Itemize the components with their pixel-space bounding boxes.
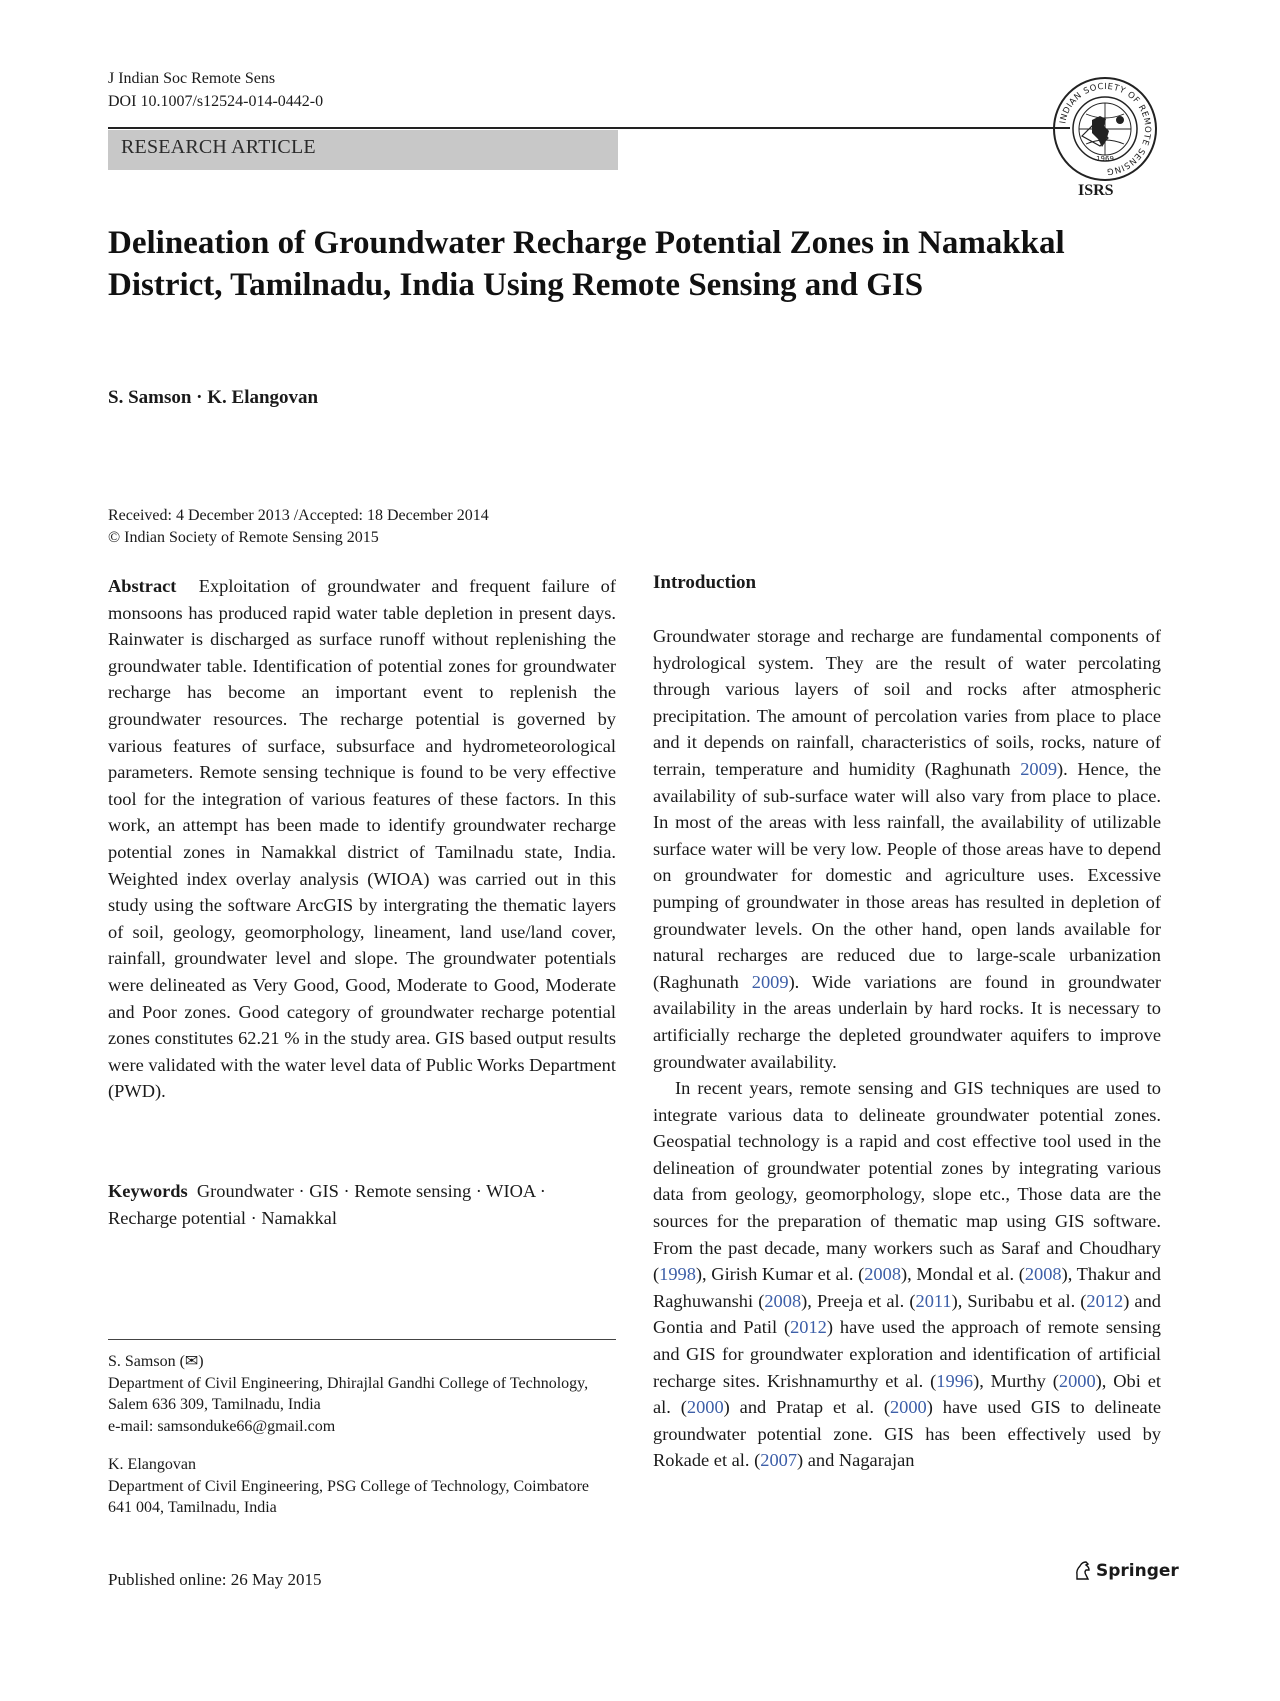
isrs-logo-label: ISRS xyxy=(1078,182,1114,199)
citation-link[interactable]: 2012 xyxy=(790,1317,827,1338)
isrs-seal-logo xyxy=(1052,76,1158,182)
abstract xyxy=(108,573,616,1105)
citation-link[interactable]: 2009 xyxy=(1020,758,1058,779)
svg-text:INDIAN SOCIETY OF REMOTE SENSI: INDIAN SOCIETY OF REMOTE SENSING xyxy=(1058,81,1153,177)
author-name: S. Samson (✉) xyxy=(108,1353,204,1370)
affiliation-rule xyxy=(108,1339,616,1340)
citation-link[interactable]: 2011 xyxy=(915,1290,952,1311)
citation-link[interactable]: 1996 xyxy=(936,1370,974,1391)
citation-link[interactable]: 2008 xyxy=(764,1290,802,1311)
publisher-name: Springer xyxy=(1096,1561,1179,1581)
introduction-paragraph-2: In recent years, remote sensing and GIS techniques are used to integrate various data to delineate groundwater potential zones. Geospatial technology is a rapid and cost effective tool used in the delineation of groundwater potential zones by integrating various data from geology, geomorphology, slope etc., Those data are the sources for the preparation of thematic map using GIS software. From the past decade, many workers such as Saraf and Choudhary (1998), Girish Kumar et al. (2008), Mondal et al. (2008), Thakur and Raghuwanshi (2008), Preeja et al. (2011), Suribabu et al. (2012) and Gontia and Patil (2012) have used the approach of remote sensing and GIS for groundwater exploration and identification of artificial recharge sites. Krishnamurthy et al. (1996), Murthy (2000), Obi et al. (2000) and Pratap et al. (2000) have used GIS to delineate groundwater potential zone. GIS has been effectively used by Rokade et al. (2007) and Nagarajan xyxy=(653,1078,1162,1471)
citation-link[interactable]: 2008 xyxy=(1024,1264,1062,1285)
affiliation-1 xyxy=(108,1351,616,1437)
citation-link[interactable]: 2000 xyxy=(1058,1370,1096,1391)
author-department: Department of Civil Engineering, PSG College of Technology, Coimbatore 641 004, Tamilnadu, India xyxy=(108,1477,590,1516)
authors: S. Samson · K. Elangovan xyxy=(108,387,319,408)
citation-link[interactable]: 2000 xyxy=(889,1397,927,1418)
header-rule xyxy=(108,127,1070,129)
citation-link[interactable]: 2000 xyxy=(686,1397,724,1418)
keywords-text: Groundwater · GIS · Remote sensing · WIOA · Recharge potential · Namakkal xyxy=(108,1181,546,1228)
published-online-date: Published online: 26 May 2015 xyxy=(108,1570,322,1589)
journal-name: J Indian Soc Remote Sens xyxy=(108,70,276,87)
citation-link[interactable]: 2012 xyxy=(1086,1290,1124,1311)
introduction-heading: Introduction xyxy=(653,572,757,593)
springer-logo xyxy=(1074,1560,1179,1581)
received-accepted-dates: Received: 4 December 2013 /Accepted: 18 December 2014 xyxy=(108,507,489,524)
author-email[interactable]: e-mail: samsonduke66@gmail.com xyxy=(108,1417,336,1435)
introduction-paragraph-1: Groundwater storage and recharge are fundamental components of hydrological system. They are the result of water percolating through various layers of soil and rocks after atmospheric precipitation. The amount of percolation varies from place to place and it depends on rainfall, characteristics of soils, rocks, nature of terrain, temperature and humidity (Raghunath 2009). Hence, the availability of sub-surface water will also vary from place to place. In most of the areas with less rainfall, the availability of utilizable surface water will be very low. People of those areas have to depend on groundwater for domestic and agriculture uses. Excessive pumping of groundwater in those areas has resulted in depletion of groundwater levels. On the other hand, open lands available for natural recharges are reduced due to large-scale urbanization (Raghunath 2009). Wide variations are found in groundwater availability in the areas underlain by hard rocks. It is necessary to artificially recharge the depleted groundwater aquifers to improve groundwater availability. xyxy=(653,626,1161,1072)
introduction-body xyxy=(653,623,1161,1474)
article-title: Delineation of Groundwater Recharge Potential Zones in Namakkal District, Tamilnadu, India Using Remote Sensing and GIS xyxy=(108,225,1065,303)
abstract-label: Abstract xyxy=(108,576,177,596)
author-department: Department of Civil Engineering, Dhirajlal Gandhi College of Technology, Salem 636 309, Tamilnadu, India xyxy=(108,1374,589,1413)
affiliation-2 xyxy=(108,1454,616,1519)
abstract-text: Exploitation of groundwater and frequent failure of monsoons has produced rapid water table depletion in present days. Rainwater is discharged as surface runoff without replenishing the groundwater table. Identification of potential zones for groundwater recharge has become an important event to replenish the groundwater resources. The recharge potential is governed by various features of surface, subsurface and hydrometeorological parameters. Remote sensing technique is found to be very effective tool for the integration of various features of these factors. In this work, an attempt has been made to identify groundwater recharge potential zones in Namakkal district of Tamilnadu state, India. Weighted index overlay analysis (WIOA) was carried out in this study using the software ArcGIS by intergrating the thematic layers of soil, geology, geomorphology, lineament, land use/land cover, rainfall, groundwater level and slope. The groundwater potentials were delineated as Very Good, Good, Moderate to Good, Moderate and Poor zones. Good category of groundwater recharge potential zones constitutes 62.21 % in the study area. GIS based output results were validated with the water level data of Public Works Department (PWD). xyxy=(108,576,616,1102)
author-name: K. Elangovan xyxy=(108,1456,196,1473)
citation-link[interactable]: 2007 xyxy=(760,1450,798,1471)
springer-knight-icon xyxy=(1074,1560,1092,1580)
keywords xyxy=(108,1178,616,1231)
copyright-notice: © Indian Society of Remote Sensing 2015 xyxy=(108,529,379,546)
citation-link[interactable]: 1998 xyxy=(659,1264,696,1285)
keywords-label: Keywords xyxy=(108,1181,188,1201)
citation-link[interactable]: 2009 xyxy=(751,971,789,992)
doi[interactable]: DOI 10.1007/s12524-014-0442-0 xyxy=(108,93,324,110)
article-type-label: RESEARCH ARTICLE xyxy=(121,136,316,158)
citation-link[interactable]: 2008 xyxy=(864,1264,902,1285)
svg-text:1969: 1969 xyxy=(1096,155,1114,163)
